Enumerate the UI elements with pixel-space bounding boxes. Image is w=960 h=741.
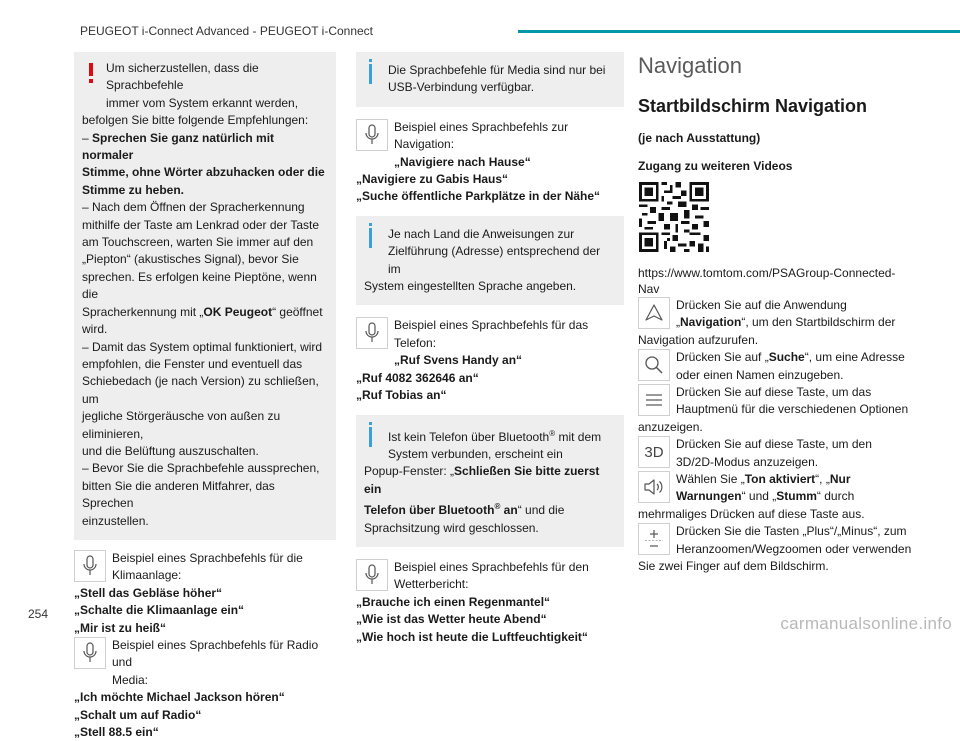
radio-voice-example: Beispiel eines Sprachbefehls für Radio und Media:	[74, 637, 336, 689]
microphone-icon	[356, 559, 388, 591]
warning-text: Um sicherzustellen, dass die Sprachbefehle immer vom System erkannt werden, befolgen Sie bitte folgende Empfehlungen: – Sprechen Sie ganz natürlich mit normaler Stimme, ohne Wörter abzuhacken oder die Stimme zu heben. – Nach dem Öffnen der Spracherkennung mithilfe der Taste am Lenkrad oder der Taste am Touchscreen, warten Sie immer auf den „Piepton“ (akustisches Signal), bevor Sie sprechen. Es erfolgen keine Pieptöne, wenn die Spracherkennung mit „OK Peugeot“ geöffnet wird. – Damit das System optimal funktioniert, wird empfohlen, die Fenster und eventuell das Schiebedach (je nach Version) zu schließen, um jegliche Störgeräusche von außen zu eliminieren, und die Belüftung auszuschalten. – Bevor Sie die Sprachbefehle aussprechen, bitten Sie die anderen Mitfahrer, das Sprechen einzustellen.	[82, 61, 325, 528]
videos-heading: Zugang zu weiteren Videos	[638, 159, 793, 173]
header-accent-bar	[518, 30, 960, 33]
navigation-voice-example: Beispiel eines Sprachbefehls zur Navigation: „Navigiere nach Hause“	[356, 119, 624, 171]
equipment-note: (je nach Ausstattung)	[638, 131, 761, 145]
microphone-icon	[74, 637, 106, 669]
nav-item-main-menu: Drücken Sie auf diese Taste, um das Hauptmenü für die verschiedenen Optionen	[638, 384, 914, 419]
warning-icon	[89, 63, 93, 76]
microphone-icon	[356, 119, 388, 151]
voice-command: „Ich möchte Michael Jackson hören“	[74, 690, 285, 705]
column-right: Navigation Startbildschirm Navigation (je nach Ausstattung) Zugang zu weiteren Videos https://www.tomtom.com/PSAGroup-Connected-Nav Drücken Sie auf die Anwendung „Navigation“, um den Startbildschirm der Navigation aufzurufen. Drücken Sie auf „Suche“, um eine Adresse oder einen Namen einzugeben. Drücken Sie auf diese Taste, um das Hauptmenü für die verschiedenen Optionen anzuzeigen. 3D Drücken Sie auf diese Taste, um den 3D/2D-Modus anzuzeigen. Wählen Sie „Ton aktiviert“, „Nur Warnungen“ und „Stumm“ durch mehrmaliges Drücken auf diese Taste aus. Drücken Sie die Tasten „Plus“/„Minus“, zum Heranzoomen/Wegzoomen oder verwenden Sie zwei Finger auf dem Bildschirm.	[638, 52, 914, 576]
nav-item-search: Drücken Sie auf „Suche“, um eine Adresse oder einen Namen einzugeben.	[638, 349, 914, 384]
nav-item-zoom: Drücken Sie die Tasten „Plus“/„Minus“, zum Heranzoomen/Wegzoomen oder verwenden	[638, 523, 914, 558]
section-subtitle: Startbildschirm Navigation	[638, 96, 868, 116]
3d-mode-icon[interactable]: 3D	[638, 436, 670, 468]
column-middle	[356, 52, 624, 646]
info-icon	[369, 427, 372, 447]
tomtom-link[interactable]: https://www.tomtom.com/PSAGroup-Connected-Nav	[638, 266, 896, 296]
voice-command: „Wie ist das Wetter heute Abend“	[356, 612, 547, 627]
nav-item-3d-mode: 3D Drücken Sie auf diese Taste, um den 3D/2D-Modus anzuzeigen.	[638, 436, 914, 471]
voice-command: „Suche öffentliche Parkplätze in der Nähe“	[356, 189, 601, 204]
voice-command: „Brauche ich einen Regenmantel“	[356, 594, 551, 609]
warning-box	[74, 52, 336, 540]
climate-voice-example: Beispiel eines Sprachbefehls für die Klimaanlage:	[74, 550, 336, 585]
watermark: carmanualsonline.info	[780, 614, 952, 633]
navigation-arrow-icon[interactable]	[638, 297, 670, 329]
hamburger-menu-icon[interactable]	[638, 384, 670, 416]
voice-command: „Mir ist zu heiß“	[74, 620, 167, 635]
voice-command: „Stell das Gebläse höher“	[74, 585, 223, 600]
voice-command: „Ruf 4082 362646 an“	[356, 370, 479, 385]
voice-command: „Stell 88.5 ein“	[74, 725, 159, 740]
section-title: Navigation	[638, 53, 742, 78]
info-box-media: Die Sprachbefehle für Media sind nur bei USB-Verbindung verfügbar.	[356, 52, 624, 107]
microphone-icon	[356, 317, 388, 349]
voice-command: „Navigiere zu Gabis Haus“	[356, 172, 509, 187]
microphone-icon	[74, 550, 106, 582]
phone-voice-example: Beispiel eines Sprachbefehls für das Telefon: „Ruf Svens Handy an“	[356, 317, 624, 369]
column-left	[74, 52, 336, 741]
speaker-icon[interactable]	[638, 471, 670, 503]
voice-command: „Wie hoch ist heute die Luftfeuchtigkeit“	[356, 629, 588, 644]
running-header: PEUGEOT i-Connect Advanced - PEUGEOT i-Connect	[80, 24, 374, 38]
info-icon	[369, 64, 372, 84]
page-number: 254	[28, 607, 49, 621]
info-box-language: Je nach Land die Anweisungen zur Zielführung (Adresse) entsprechend der im System eingestellten Sprache angeben.	[356, 216, 624, 306]
voice-command: „Schalt um auf Radio“	[74, 707, 202, 722]
info-box-bluetooth: Ist kein Telefon über Bluetooth® mit dem System verbunden, erscheint ein Popup-Fenster: „Schließen Sie bitte zuerst ein Telefon über Bluetooth® an“ und die Sprachsitzung wird geschlossen.	[356, 415, 624, 547]
zoom-plus-minus-icon[interactable]	[638, 523, 670, 555]
nav-item-sound: Wählen Sie „Ton aktiviert“, „Nur Warnungen“ und „Stumm“ durch	[638, 471, 914, 506]
qr-code-icon[interactable]	[639, 182, 709, 252]
search-icon[interactable]	[638, 349, 670, 381]
voice-command: „Ruf Tobias an“	[356, 388, 447, 403]
weather-voice-example: Beispiel eines Sprachbefehls für den Wetterbericht:	[356, 559, 624, 594]
voice-command: „Schalte die Klimaanlage ein“	[74, 603, 245, 618]
nav-item-navigation-app: Drücken Sie auf die Anwendung „Navigation“, um den Startbildschirm der	[638, 297, 914, 332]
info-icon	[369, 228, 372, 248]
